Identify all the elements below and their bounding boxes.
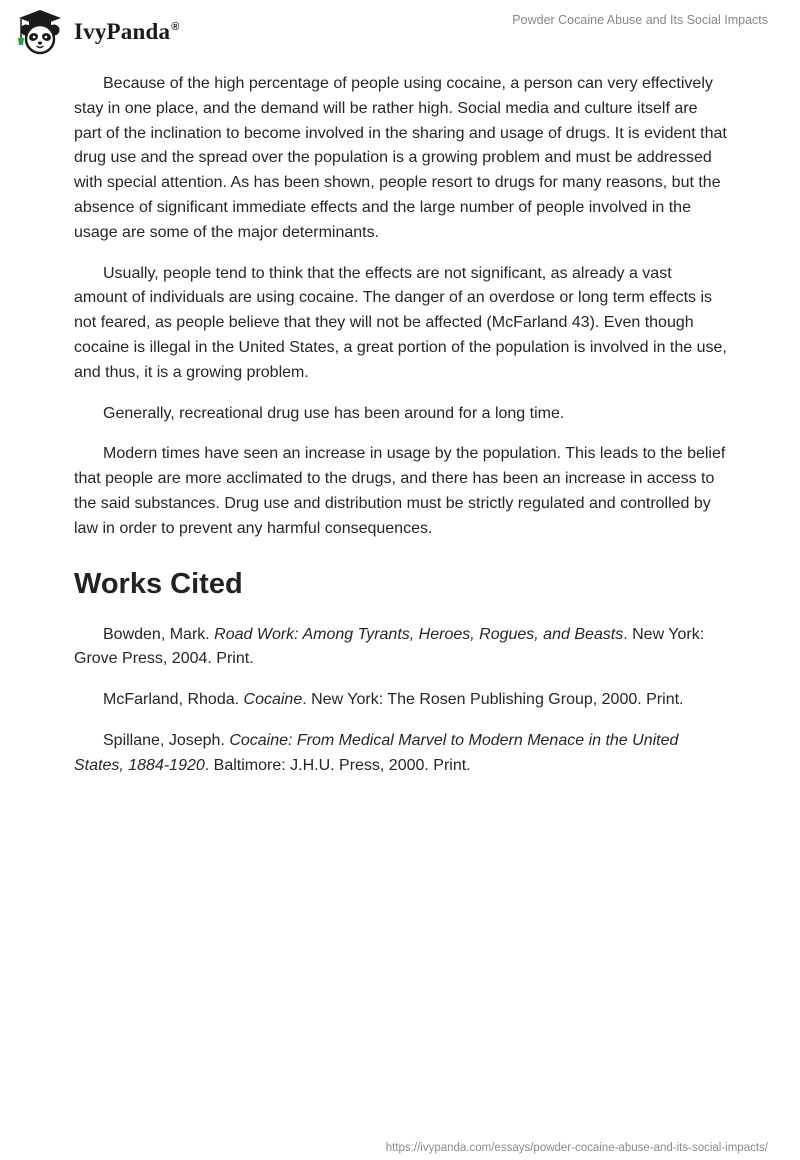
panda-graduate-icon [14, 8, 66, 56]
source-url-link[interactable]: https://ivypanda.com/essays/powder-cocaine-abuse-and-its-social-impacts/ [385, 1142, 768, 1154]
body-paragraph: Usually, people tend to think that the effects are not significant, as already a vast amount of individuals are using cocaine. The danger of an overdose or long term effects is not feared, as people believe that they will not be affected (McFarland 43). Even though cocaine is illegal in the United States, a great portion of the population is involved in the use, and thus, it is a growing problem. [74, 264, 727, 381]
citation-publication: . New York: Grove Press, 2004. Print. [74, 625, 705, 668]
essay-content [74, 72, 728, 795]
citation-entry [74, 729, 728, 779]
document-title: Powder Cocaine Abuse and Its Social Impacts [512, 13, 768, 27]
citation-author: McFarland, Rhoda. [103, 691, 244, 709]
citation-title: Cocaine: From Medical Marvel to Modern Menace in the United States, 1884-1920 [74, 731, 679, 774]
citation-entry [74, 688, 728, 713]
ivypanda-logo[interactable] [14, 8, 180, 56]
body-paragraph: Modern times have seen an increase in usage by the population. This leads to the belief that people are more acclimated to the drugs, and there has been an increase in access to the said substances. Drug use and distribution must be strictly regulated and controlled by law in order to prevent any harmful consequences. [74, 445, 726, 537]
citation-author: Bowden, Mark. [103, 625, 215, 643]
citation-entry [74, 623, 728, 673]
citation-title: Cocaine [243, 691, 303, 709]
registered-mark: ® [171, 21, 180, 34]
page-header [0, 0, 800, 60]
body-paragraph: Generally, recreational drug use has been around for a long time. [103, 404, 565, 422]
body-paragraph: Because of the high percentage of people using cocaine, a person can very effectively stay in one place, and the demand will be rather high. Social media and culture itself are part of the inclination to become involved in the sharing and usage of drugs. It is evident that drug use and the spread over the population is a growing problem and must be addressed with special attention. As has been shown, people resort to drugs for many reasons, but the absence of significant immediate effects and the large number of people involved in the usage are some of the major determinants. [74, 75, 727, 241]
citation-author: Spillane, Joseph. [103, 731, 230, 749]
citation-title: Road Work: Among Tyrants, Heroes, Rogues, and Beasts [214, 625, 624, 643]
works-cited-heading: Works Cited [74, 567, 243, 600]
brand-name: IvyPanda® [74, 19, 180, 44]
citation-publication: . New York: The Rosen Publishing Group, 2000. Print. [302, 691, 684, 709]
citation-publication: . Baltimore: J.H.U. Press, 2000. Print. [204, 756, 471, 774]
